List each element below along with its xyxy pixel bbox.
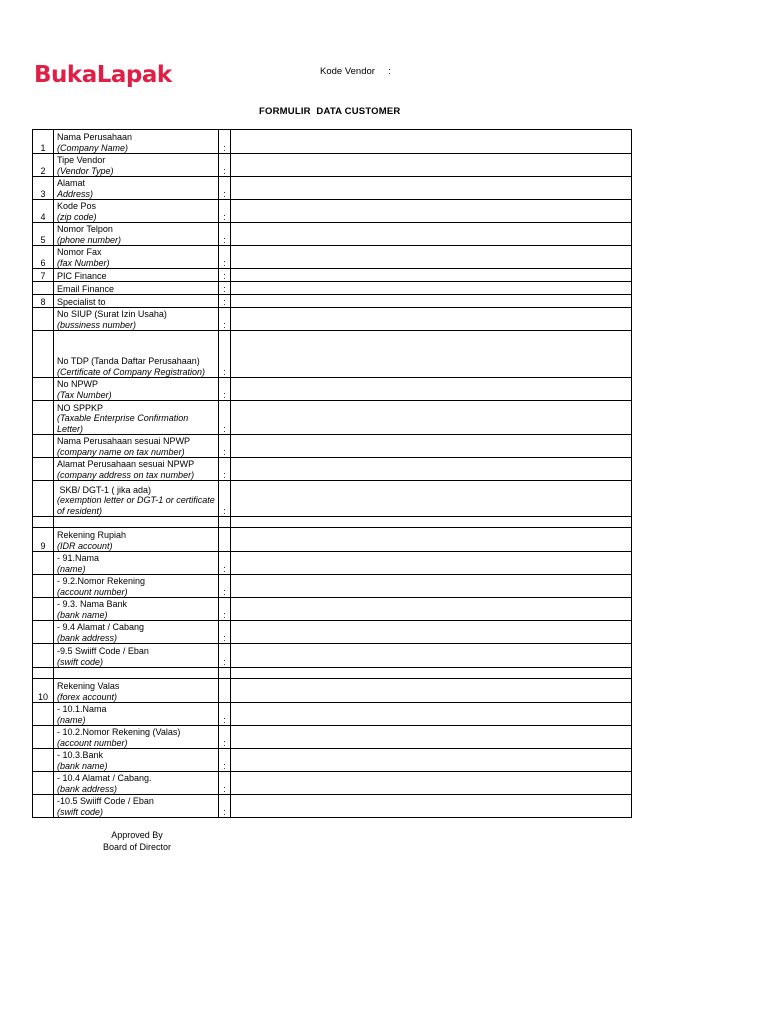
row-number (33, 621, 54, 644)
field-colon: : (219, 295, 231, 308)
field-value-cell[interactable] (231, 378, 632, 401)
field-label: - 91.Nama (57, 553, 100, 563)
field-label-cell (54, 668, 219, 679)
field-value-cell[interactable] (231, 517, 632, 528)
field-colon: : (219, 458, 231, 481)
field-value-cell[interactable] (231, 269, 632, 282)
field-value-cell[interactable] (231, 644, 632, 668)
field-label-english: (name) (57, 563, 86, 574)
row-number (33, 795, 54, 818)
form-row (33, 435, 632, 458)
row-number (33, 282, 54, 295)
field-colon: : (219, 598, 231, 621)
field-label-cell (54, 726, 219, 749)
field-label-cell (54, 331, 219, 378)
field-label-english: (fax Number) (57, 257, 110, 268)
form-row (33, 668, 632, 679)
field-label-english: (bank name) (57, 760, 108, 771)
field-label-english: (phone number) (57, 234, 122, 245)
field-label-english: (name) (57, 714, 86, 725)
form-row (33, 621, 632, 644)
field-label-english: (swift code) (57, 656, 104, 667)
field-label-english: (bank name) (57, 609, 108, 620)
bukalapak-logo: BukaLapak (34, 62, 172, 88)
field-label: No NPWP (57, 379, 99, 389)
field-label-cell (54, 795, 219, 818)
field-label-english: (bussiness number) (57, 319, 137, 330)
row-number (33, 435, 54, 458)
row-number (33, 378, 54, 401)
field-label-cell (54, 749, 219, 772)
field-label: Rekening Rupiah (57, 530, 127, 540)
field-value-cell[interactable] (231, 246, 632, 269)
form-row (33, 552, 632, 575)
row-number: 8 (33, 295, 54, 308)
form-row (33, 331, 632, 378)
field-value-cell[interactable] (231, 575, 632, 598)
field-label-english: (Company Name) (57, 142, 129, 153)
row-number (33, 749, 54, 772)
form-row (33, 726, 632, 749)
field-colon: : (219, 575, 231, 598)
row-number: 10 (33, 679, 54, 703)
field-label: Email Finance (57, 283, 115, 294)
row-number (33, 552, 54, 575)
field-value-cell[interactable] (231, 200, 632, 223)
field-label-english: (company address on tax number) (57, 469, 195, 480)
field-colon: : (219, 130, 231, 154)
field-colon (219, 679, 231, 703)
field-label-cell (54, 517, 219, 528)
field-label: Nomor Fax (57, 247, 102, 257)
row-number (33, 644, 54, 668)
field-value-cell[interactable] (231, 703, 632, 726)
form-row (33, 282, 632, 295)
field-colon: : (219, 308, 231, 331)
form-row (33, 598, 632, 621)
form-row (33, 679, 632, 703)
field-label-english: (account number) (57, 737, 128, 748)
field-colon: : (219, 621, 231, 644)
form-row (33, 749, 632, 772)
field-value-cell[interactable] (231, 223, 632, 246)
field-label-english: (exemption letter or DGT-1 or certificate of resident) (57, 495, 218, 516)
field-label: Alamat (57, 178, 86, 188)
field-value-cell[interactable] (231, 282, 632, 295)
field-label-cell (54, 679, 219, 703)
form-row (33, 269, 632, 282)
field-value-cell[interactable] (231, 295, 632, 308)
field-label: Tipe Vendor (57, 155, 106, 165)
field-label-cell (54, 621, 219, 644)
field-label: Kode Pos (57, 201, 97, 211)
field-label: SKB/ DGT-1 ( jika ada) (57, 484, 152, 495)
form-row (33, 200, 632, 223)
field-label-cell (54, 308, 219, 331)
field-label: - 10.1.Nama (57, 704, 107, 714)
field-label-cell (54, 703, 219, 726)
field-label-cell (54, 552, 219, 575)
form-row (33, 458, 632, 481)
field-label-cell (54, 435, 219, 458)
field-label-cell (54, 458, 219, 481)
field-colon: : (219, 331, 231, 378)
field-value-cell[interactable] (231, 772, 632, 795)
field-label-cell (54, 401, 219, 435)
field-label: -10.5 Swiiff Code / Eban (57, 796, 154, 806)
field-label-english: (IDR account) (57, 540, 113, 551)
field-colon: : (219, 282, 231, 295)
vendor-code-label: Kode Vendor : (320, 66, 391, 77)
field-label: Alamat Perusahaan sesuai NPWP (57, 459, 195, 469)
field-value-cell[interactable] (231, 331, 632, 378)
form-title: FORMULIR DATA CUSTOMER (259, 106, 401, 117)
field-label-cell (54, 378, 219, 401)
form-row (33, 481, 632, 517)
field-label: Nama Perusahaan sesuai NPWP (57, 436, 191, 446)
form-row (33, 246, 632, 269)
field-colon: : (219, 177, 231, 200)
field-colon: : (219, 726, 231, 749)
field-value-cell[interactable] (231, 726, 632, 749)
field-label: - 10.3.Bank (57, 750, 104, 760)
field-label: - 10.4 Alamat / Cabang. (57, 773, 152, 783)
form-row (33, 644, 632, 668)
form-row (33, 517, 632, 528)
row-number: 3 (33, 177, 54, 200)
field-label-english: (Taxable Enterprise Confirmation Letter) (57, 413, 191, 434)
field-label-cell (54, 154, 219, 177)
field-value-cell[interactable] (231, 401, 632, 435)
field-label-cell (54, 481, 219, 517)
field-label-cell (54, 223, 219, 246)
field-value-cell[interactable] (231, 679, 632, 703)
field-value-cell[interactable] (231, 621, 632, 644)
field-colon (219, 668, 231, 679)
field-label-english: Address) (57, 188, 94, 199)
field-colon: : (219, 481, 231, 517)
field-label-cell (54, 295, 219, 308)
field-colon: : (219, 703, 231, 726)
row-number (33, 481, 54, 517)
field-label: Rekening Valas (57, 681, 120, 691)
row-number (33, 575, 54, 598)
field-label-english: (Vendor Type) (57, 165, 114, 176)
field-label-english: (forex account) (57, 691, 118, 702)
row-number: 1 (33, 130, 54, 154)
form-row (33, 528, 632, 552)
row-number (33, 308, 54, 331)
approval-block (96, 829, 178, 853)
field-value-cell[interactable] (231, 308, 632, 331)
field-label-cell (54, 528, 219, 552)
form-row (33, 130, 632, 154)
row-number: 7 (33, 269, 54, 282)
row-number (33, 458, 54, 481)
field-colon: : (219, 749, 231, 772)
field-label-cell (54, 269, 219, 282)
field-label-english: (Certificate of Company Registration) (57, 366, 206, 377)
field-label-english: (bank address) (57, 632, 118, 643)
field-value-cell[interactable] (231, 528, 632, 552)
form-row (33, 295, 632, 308)
row-number: 2 (33, 154, 54, 177)
field-label-cell (54, 177, 219, 200)
form-row (33, 772, 632, 795)
row-number (33, 331, 54, 378)
field-value-cell[interactable] (231, 177, 632, 200)
field-label: - 10.2.Nomor Rekening (Valas) (57, 727, 181, 737)
field-colon (219, 517, 231, 528)
approved-by-label: Approved By (111, 830, 163, 840)
field-label-cell (54, 130, 219, 154)
row-number: 5 (33, 223, 54, 246)
field-label-english: (company name on tax number) (57, 446, 185, 457)
row-number (33, 726, 54, 749)
field-value-cell[interactable] (231, 435, 632, 458)
field-value-cell[interactable] (231, 130, 632, 154)
field-label-english: (swift code) (57, 806, 104, 817)
field-label-english: (Tax Number) (57, 389, 112, 400)
field-value-cell[interactable] (231, 458, 632, 481)
field-label: -9.5 Swiiff Code / Eban (57, 646, 149, 656)
field-label-cell (54, 644, 219, 668)
board-of-director-label: Board of Director (102, 842, 172, 852)
field-colon: : (219, 401, 231, 435)
field-colon: : (219, 200, 231, 223)
field-value-cell[interactable] (231, 668, 632, 679)
field-label: Nomor Telpon (57, 224, 113, 234)
field-label: NO SPPKP (57, 402, 104, 413)
field-colon: : (219, 795, 231, 818)
form-row (33, 703, 632, 726)
form-row (33, 575, 632, 598)
field-colon: : (219, 154, 231, 177)
field-value-cell[interactable] (231, 749, 632, 772)
field-colon: : (219, 772, 231, 795)
row-number (33, 668, 54, 679)
field-colon: : (219, 246, 231, 269)
field-value-cell[interactable] (231, 598, 632, 621)
row-number (33, 772, 54, 795)
field-colon: : (219, 644, 231, 668)
form-row (33, 223, 632, 246)
field-label-english: (account number) (57, 586, 128, 597)
field-colon: : (219, 435, 231, 458)
field-label-cell (54, 246, 219, 269)
row-number (33, 517, 54, 528)
form-row (33, 308, 632, 331)
field-label: - 9.3. Nama Bank (57, 599, 128, 609)
row-number (33, 703, 54, 726)
field-label: PIC Finance (57, 270, 107, 281)
row-number (33, 598, 54, 621)
field-colon: : (219, 552, 231, 575)
form-row (33, 795, 632, 818)
field-value-cell[interactable] (231, 154, 632, 177)
field-label: - 9.4 Alamat / Cabang (57, 622, 145, 632)
field-label-cell (54, 598, 219, 621)
field-value-cell[interactable] (231, 552, 632, 575)
field-label-english: (zip code) (57, 211, 97, 222)
customer-data-form (32, 129, 632, 818)
field-label: - 9.2.Nomor Rekening (57, 576, 146, 586)
field-label-cell (54, 575, 219, 598)
form-row (33, 154, 632, 177)
row-number: 4 (33, 200, 54, 223)
form-row (33, 401, 632, 435)
row-number: 6 (33, 246, 54, 269)
field-colon: : (219, 378, 231, 401)
row-number (33, 401, 54, 435)
field-value-cell[interactable] (231, 481, 632, 517)
field-label-cell (54, 772, 219, 795)
field-label-cell (54, 200, 219, 223)
field-label: Nama Perusahaan (57, 132, 133, 142)
field-label: Specialist to (57, 296, 106, 307)
field-label-english: (bank address) (57, 783, 118, 794)
field-label: No SIUP (Surat Izin Usaha) (57, 309, 167, 319)
field-colon: : (219, 269, 231, 282)
row-number: 9 (33, 528, 54, 552)
field-value-cell[interactable] (231, 795, 632, 818)
form-row (33, 177, 632, 200)
field-colon (219, 528, 231, 552)
form-row (33, 378, 632, 401)
field-label-cell (54, 282, 219, 295)
field-colon: : (219, 223, 231, 246)
field-label: No TDP (Tanda Daftar Perusahaan) (57, 356, 200, 366)
